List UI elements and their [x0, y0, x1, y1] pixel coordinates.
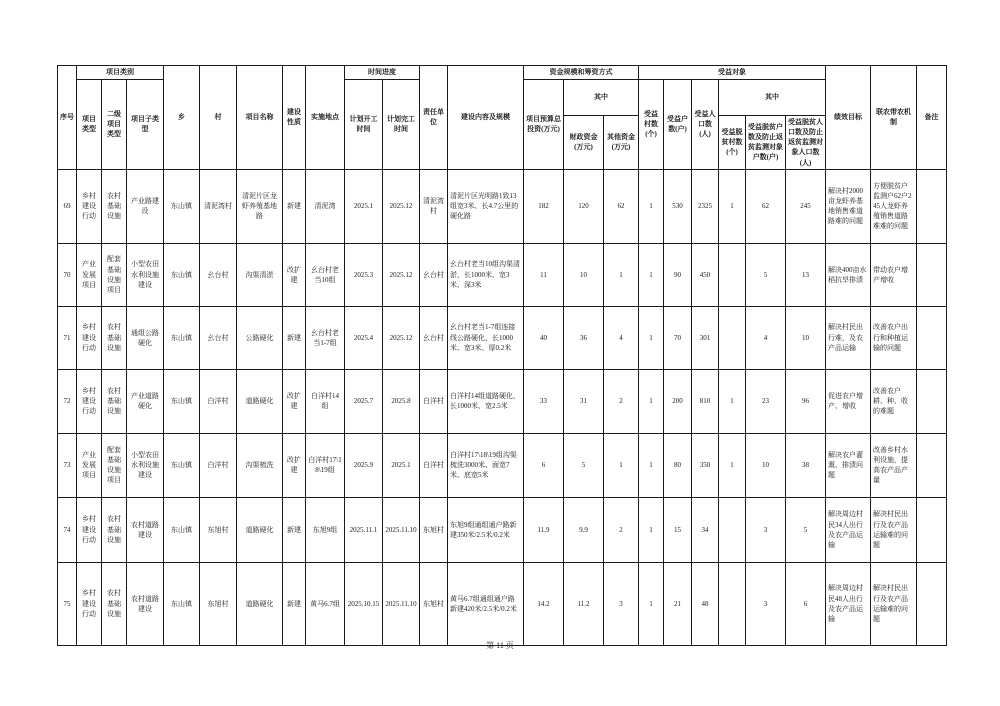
table-cell: 40	[524, 306, 564, 369]
table-cell: 清泥湾村	[200, 169, 237, 243]
table-cell: 配套基础设施项目	[102, 433, 127, 497]
col-group-beneficiary-among: 其中	[719, 80, 826, 116]
table-cell: 通组公路硬化	[127, 306, 164, 369]
table-cell: 1	[639, 169, 664, 243]
table-cell	[719, 497, 746, 562]
table-cell: 11	[524, 243, 564, 306]
table-cell: 新建	[283, 169, 306, 243]
table-cell: 38	[786, 433, 826, 497]
col-subcategory: 二级项目类型	[102, 80, 127, 170]
table-cell: 公路硬化	[237, 306, 283, 369]
table-cell: 6	[786, 562, 826, 645]
table-cell: 23	[746, 369, 786, 433]
col-responsible-unit: 责任单位	[420, 66, 448, 170]
table-row	[58, 169, 947, 243]
table-cell: 白洋村	[200, 369, 237, 433]
table-row	[58, 243, 947, 306]
table-cell: 解决村民出行难，及农产品运输	[826, 306, 871, 369]
table-cell: 48	[692, 562, 719, 645]
table-cell: 62	[604, 169, 639, 243]
table-cell: 农村基础设施	[102, 562, 127, 645]
table-cell: 3	[746, 497, 786, 562]
col-group-funding: 资金规模和筹资方式	[524, 66, 639, 80]
table-cell: 清泥湾	[306, 169, 345, 243]
table-cell: 产业路建设	[127, 169, 164, 243]
table-cell: 东山镇	[164, 306, 200, 369]
table-cell	[917, 562, 947, 645]
table-cell: 2025.11.10	[383, 497, 420, 562]
table-cell: 2025.10.15	[345, 562, 383, 645]
table-cell: 白洋村14组	[306, 369, 345, 433]
table-cell: 2025.11.10	[383, 562, 420, 645]
table-cell: 2025.8	[383, 369, 420, 433]
table-cell: 小型农田水利设施建设	[127, 243, 164, 306]
table-cell: 幺台村老当10组	[306, 243, 345, 306]
col-beneficiary-villages: 受益村数(个)	[639, 80, 664, 170]
table-cell: 白洋村	[200, 433, 237, 497]
table-cell: 71	[58, 306, 77, 369]
table-cell: 东山镇	[164, 369, 200, 433]
table-cell: 1	[639, 369, 664, 433]
table-cell: 1	[639, 306, 664, 369]
table-cell: 14.2	[524, 562, 564, 645]
table-cell	[917, 433, 947, 497]
table-cell: 乡村建设行动	[77, 369, 102, 433]
table-cell: 70	[58, 243, 77, 306]
table-cell: 301	[692, 306, 719, 369]
col-poverty-population: 受益脱贫人口数及防止返贫监测对象人口数(人)	[786, 116, 826, 170]
col-beneficiary-households: 受益户数(户)	[664, 80, 692, 170]
col-poverty-households: 受益脱贫户数及防止返贫监测对象户数(户)	[746, 116, 786, 170]
table-cell: 东山镇	[164, 243, 200, 306]
table-cell: 解决周边村民34人出行及农产品运输	[826, 497, 871, 562]
table-cell: 清泥片区龙虾养殖基地路	[237, 169, 283, 243]
table-cell: 96	[786, 369, 826, 433]
table-cell: 道路硬化	[237, 497, 283, 562]
table-cell: 道路硬化	[237, 562, 283, 645]
table-cell: 道路硬化	[237, 369, 283, 433]
table-cell: 促进农户增产、增收	[826, 369, 871, 433]
project-table	[57, 65, 947, 646]
col-group-beneficiary: 受益对象	[639, 66, 826, 80]
table-cell: 农村基础设施	[102, 169, 127, 243]
table-cell: 6	[524, 433, 564, 497]
table-cell: 1	[639, 433, 664, 497]
table-cell: 3	[746, 562, 786, 645]
table-cell: 幺台村老当1-7组	[306, 306, 345, 369]
table-cell: 黄马6.7组通组通户路新建420米/2.5米/0.2米	[448, 562, 524, 645]
table-cell: 带动农户增产增收	[871, 243, 917, 306]
table-cell: 73	[58, 433, 77, 497]
table-row	[58, 433, 947, 497]
table-cell: 2025.11.1	[345, 497, 383, 562]
table-cell: 120	[564, 169, 604, 243]
table-cell: 2025.12	[383, 306, 420, 369]
table-header	[58, 66, 947, 170]
col-other-funds: 其他资金(万元)	[604, 116, 639, 170]
table-cell: 1	[639, 562, 664, 645]
table-cell: 530	[664, 169, 692, 243]
table-body	[58, 169, 947, 645]
col-category: 项目类型	[77, 80, 102, 170]
col-mechanism: 联农带农机制	[871, 66, 917, 170]
col-start-time: 计划开工时间	[345, 80, 383, 170]
table-cell: 乡村建设行动	[77, 169, 102, 243]
table-cell: 5	[746, 243, 786, 306]
table-cell: 乡村建设行动	[77, 562, 102, 645]
col-beneficiary-population: 受益人口数(人)	[692, 80, 719, 170]
table-cell: 解决村2000亩龙虾养基地销售难道路难的问题	[826, 169, 871, 243]
table-cell: 产业道路硬化	[127, 369, 164, 433]
table-cell: 清泥湾村	[420, 169, 448, 243]
table-cell: 200	[664, 369, 692, 433]
table-cell: 农村道路建设	[127, 562, 164, 645]
table-cell: 69	[58, 169, 77, 243]
table-cell: 62	[746, 169, 786, 243]
table-cell: 东旭村	[420, 497, 448, 562]
table-cell	[719, 306, 746, 369]
table-cell: 东旭9组	[306, 497, 345, 562]
table-cell: 清泥片区光明路1致13组宽3米、长4.7公里的硬化路	[448, 169, 524, 243]
table-cell: 1	[639, 497, 664, 562]
col-performance-goal: 绩效目标	[826, 66, 871, 170]
table-cell: 245	[786, 169, 826, 243]
table-cell: 幺台村	[420, 306, 448, 369]
table-cell: 2325	[692, 169, 719, 243]
page-number: 第 11 页	[486, 641, 514, 650]
col-group-category: 项目类别	[77, 66, 164, 80]
table-cell	[917, 243, 947, 306]
table-cell: 10	[746, 433, 786, 497]
table-cell: 11.2	[564, 562, 604, 645]
table-cell: 10	[786, 306, 826, 369]
table-cell: 东山镇	[164, 433, 200, 497]
header-row-1	[58, 66, 947, 80]
table-row	[58, 562, 947, 645]
table-cell: 350	[692, 433, 719, 497]
table-cell: 1	[719, 169, 746, 243]
col-village: 村	[200, 66, 237, 170]
table-cell: 东旭村	[200, 562, 237, 645]
table-cell: 450	[692, 243, 719, 306]
table-cell: 2025.9	[345, 433, 383, 497]
col-fiscal-funds: 财政资金(万元)	[564, 116, 604, 170]
col-township: 乡	[164, 66, 200, 170]
table-cell: 新建	[283, 562, 306, 645]
table-cell: 东山镇	[164, 169, 200, 243]
table-cell: 幺台村	[200, 243, 237, 306]
table-cell: 解决村民出行及农产品运输难的问题	[871, 562, 917, 645]
table-cell: 5	[786, 497, 826, 562]
table-cell: 乡村建设行动	[77, 497, 102, 562]
table-cell: 810	[692, 369, 719, 433]
table-cell: 沟渠梳洗	[237, 433, 283, 497]
table-cell: 幺台村老当10组沟渠清淤，长1000米、宽3米、深3米	[448, 243, 524, 306]
table-cell: 产业发展项目	[77, 433, 102, 497]
table-cell: 白洋村17\18\19组	[306, 433, 345, 497]
table-row	[58, 497, 947, 562]
table-cell: 1	[604, 243, 639, 306]
col-construction-nature: 建设性质	[283, 66, 306, 170]
table-cell: 90	[664, 243, 692, 306]
table-cell: 13	[786, 243, 826, 306]
table-cell	[917, 369, 947, 433]
table-cell: 农村道路建设	[127, 497, 164, 562]
table-cell	[917, 169, 947, 243]
col-project-name: 项目名称	[237, 66, 283, 170]
table-cell: 2025.12	[383, 169, 420, 243]
table-cell: 4	[604, 306, 639, 369]
table-cell: 解决400亩水稻抗旱排渍	[826, 243, 871, 306]
table-cell: 改扩建	[283, 243, 306, 306]
table-cell: 2025.7	[345, 369, 383, 433]
table-cell: 改善乡村水利设施，提高农产品产量	[871, 433, 917, 497]
table-cell: 5	[564, 433, 604, 497]
col-sub-type: 项目子类型	[127, 80, 164, 170]
table-cell: 2	[604, 497, 639, 562]
table-cell: 幺台村	[200, 306, 237, 369]
table-cell: 东旭9组通组通户路新建350米/2.5米/0.2米	[448, 497, 524, 562]
table-cell: 幺台村	[420, 243, 448, 306]
table-cell: 3	[604, 562, 639, 645]
table-cell: 72	[58, 369, 77, 433]
table-cell: 改扩建	[283, 433, 306, 497]
table-cell: 小型农田水利设施建设	[127, 433, 164, 497]
table-cell: 方便脱贫户监测户62户245人龙虾养殖销售道路难难的问题	[871, 169, 917, 243]
table-cell: 改扩建	[283, 369, 306, 433]
table-cell: 4	[746, 306, 786, 369]
table-cell: 2025.1	[383, 433, 420, 497]
table-cell: 80	[664, 433, 692, 497]
table-cell: 2025.3	[345, 243, 383, 306]
table-cell	[917, 306, 947, 369]
table-cell: 31	[564, 369, 604, 433]
table-cell: 33	[524, 369, 564, 433]
table-cell: 1	[719, 433, 746, 497]
table-cell: 1	[639, 243, 664, 306]
table-cell: 1	[604, 433, 639, 497]
table-cell: 配套基础设施项目	[102, 243, 127, 306]
table-cell: 白洋村	[420, 433, 448, 497]
table-cell: 东山镇	[164, 497, 200, 562]
table-cell: 15	[664, 497, 692, 562]
table-cell: 34	[692, 497, 719, 562]
table-cell: 1	[719, 369, 746, 433]
table-cell: 解决农户灌溉、排渍问题	[826, 433, 871, 497]
table-row	[58, 306, 947, 369]
table-cell: 幺台村老当1-7组连接线公路硬化，长1000米、宽3米、厚0.2米	[448, 306, 524, 369]
table-cell: 2025.12	[383, 243, 420, 306]
table-cell: 36	[564, 306, 604, 369]
table-cell: 乡村建设行动	[77, 306, 102, 369]
col-remarks: 备注	[917, 66, 947, 170]
table-cell: 182	[524, 169, 564, 243]
table-cell: 新建	[283, 306, 306, 369]
col-group-schedule: 时间进度	[345, 66, 420, 80]
table-cell: 农村基础设施	[102, 497, 127, 562]
table-cell: 75	[58, 562, 77, 645]
table-cell: 农村基础设施	[102, 306, 127, 369]
table-cell: 白洋村17\18\19组沟渠梳洗3000米、面宽7米、底宽5米	[448, 433, 524, 497]
table-cell: 新建	[283, 497, 306, 562]
col-location: 实施地点	[306, 66, 345, 170]
table-cell: 农村基础设施	[102, 369, 127, 433]
table-cell: 2025.4	[345, 306, 383, 369]
table-cell	[917, 497, 947, 562]
table-cell: 东旭村	[200, 497, 237, 562]
table-cell	[719, 243, 746, 306]
col-group-funding-among: 其中	[564, 80, 639, 116]
table-cell: 2025.1	[345, 169, 383, 243]
col-end-time: 计划完工时间	[383, 80, 420, 170]
table-cell: 白洋村14组道路硬化，长1000米、宽2.5米	[448, 369, 524, 433]
table-cell: 产业发展项目	[77, 243, 102, 306]
table-cell: 9.9	[564, 497, 604, 562]
table-cell: 10	[564, 243, 604, 306]
col-serial: 序号	[58, 66, 77, 170]
table-cell: 改善农户耕、种、收的难题	[871, 369, 917, 433]
table-cell: 21	[664, 562, 692, 645]
table-cell: 70	[664, 306, 692, 369]
table-cell: 黄马6.7组	[306, 562, 345, 645]
table-cell: 解决村民出行及农产品运输难的问题	[871, 497, 917, 562]
table-cell: 沟渠清淤	[237, 243, 283, 306]
table-cell: 白洋村	[420, 369, 448, 433]
col-content-scale: 建设内容及规模	[448, 66, 524, 170]
table-cell: 改善农户出行和种植运输的问题	[871, 306, 917, 369]
table-cell: 74	[58, 497, 77, 562]
table-cell: 东旭村	[420, 562, 448, 645]
table-cell: 解决周边村民48人出行及农产品运输	[826, 562, 871, 645]
table-cell: 2	[604, 369, 639, 433]
col-poverty-villages: 受益脱贫村数(个)	[719, 116, 746, 170]
col-total-investment: 项目预算总投资(万元)	[524, 80, 564, 170]
table-cell: 11.9	[524, 497, 564, 562]
table-cell: 东山镇	[164, 562, 200, 645]
table-cell	[719, 562, 746, 645]
table-row	[58, 369, 947, 433]
